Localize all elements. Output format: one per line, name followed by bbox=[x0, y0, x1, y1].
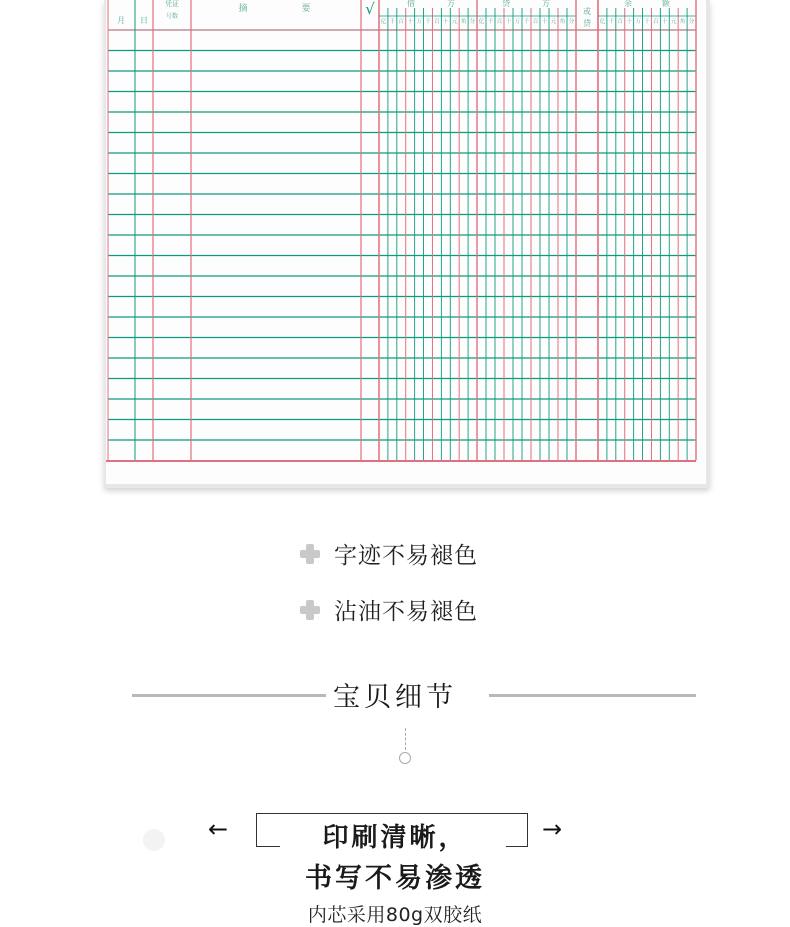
header-balance-1: 余 bbox=[624, 0, 632, 8]
balance-digit-label: 万 bbox=[635, 19, 641, 25]
credit-digit-label: 百 bbox=[496, 19, 503, 25]
header-debit-1: 借 bbox=[407, 0, 415, 8]
header-credit-1: 贷 bbox=[502, 0, 510, 8]
feature-item-ink bbox=[300, 537, 478, 570]
credit-digit-label: 元 bbox=[550, 19, 557, 25]
header-summary-1: 摘 bbox=[238, 4, 248, 14]
credit-digit-label: 亿 bbox=[478, 19, 485, 25]
balance-digit-label: 千 bbox=[644, 19, 650, 25]
credit-digit-label: 百 bbox=[532, 19, 539, 25]
callout-note: 内芯采用80g双胶纸 bbox=[307, 904, 483, 926]
debit-digit-label: 元 bbox=[451, 19, 458, 25]
debit-digit-label: 百 bbox=[434, 19, 440, 25]
header-direction-2: 贷 bbox=[583, 19, 591, 28]
header-check: √ bbox=[365, 0, 375, 18]
debit-digit-label: 角 bbox=[460, 19, 467, 25]
balance-digit-label: 亿 bbox=[599, 19, 606, 25]
debit-digit-label: 分 bbox=[469, 19, 476, 25]
header-balance-2: 额 bbox=[662, 0, 670, 8]
balance-digit-label: 千 bbox=[608, 19, 615, 25]
debit-digit-label: 百 bbox=[398, 19, 405, 25]
ring-icon bbox=[399, 752, 411, 764]
section-title: 宝贝细节 bbox=[333, 682, 457, 713]
debit-digit-label: 千 bbox=[389, 19, 396, 25]
header-month: 月 bbox=[117, 16, 125, 25]
credit-digit-label: 千 bbox=[487, 19, 494, 25]
credit-digit-label: 千 bbox=[523, 19, 530, 25]
debit-digit-label: 亿 bbox=[380, 19, 387, 25]
balance-digit-label: 元 bbox=[670, 19, 677, 25]
credit-digit-label: 十 bbox=[541, 19, 548, 25]
ledger-grid bbox=[106, 0, 706, 484]
credit-digit-label: 十 bbox=[505, 19, 512, 25]
debit-digit-label: 十 bbox=[407, 19, 413, 25]
plus-shape-icon bbox=[300, 544, 320, 564]
balance-digit-label: 十 bbox=[626, 19, 632, 25]
callout-subheading: 书写不易渗透 bbox=[305, 863, 485, 894]
dashed-connector bbox=[405, 728, 406, 750]
header-direction-1: 或 bbox=[583, 7, 591, 16]
credit-digit-label: 万 bbox=[514, 19, 521, 25]
feature-text: 沾油不易褪色 bbox=[334, 599, 478, 625]
header-credit-2: 方 bbox=[542, 0, 550, 8]
credit-digit-label: 分 bbox=[568, 19, 575, 25]
right-arrow-icon: → bbox=[542, 815, 563, 843]
balance-digit-label: 百 bbox=[617, 19, 624, 25]
debit-digit-label: 万 bbox=[416, 19, 422, 25]
balance-digit-label: 分 bbox=[688, 19, 695, 25]
header-number: 号数 bbox=[165, 13, 179, 20]
ledger-sheet bbox=[106, 0, 706, 484]
plus-shape-icon bbox=[300, 600, 320, 620]
header-summary-2: 要 bbox=[301, 4, 311, 14]
left-arrow-icon: ← bbox=[208, 815, 229, 843]
header-debit-2: 方 bbox=[447, 0, 455, 8]
balance-digit-label: 百 bbox=[653, 19, 659, 25]
debit-digit-label: 十 bbox=[443, 19, 449, 25]
header-day: 日 bbox=[140, 16, 148, 25]
debit-digit-label: 千 bbox=[425, 19, 431, 25]
balance-digit-label: 角 bbox=[679, 19, 686, 25]
balance-digit-label: 十 bbox=[662, 19, 668, 25]
callout-heading: 印刷清晰， bbox=[322, 823, 468, 853]
feature-text: 字迹不易褪色 bbox=[334, 543, 478, 569]
credit-digit-label: 角 bbox=[559, 19, 566, 25]
header-voucher: 凭证 bbox=[165, 0, 179, 8]
feature-item-oil bbox=[300, 593, 478, 626]
